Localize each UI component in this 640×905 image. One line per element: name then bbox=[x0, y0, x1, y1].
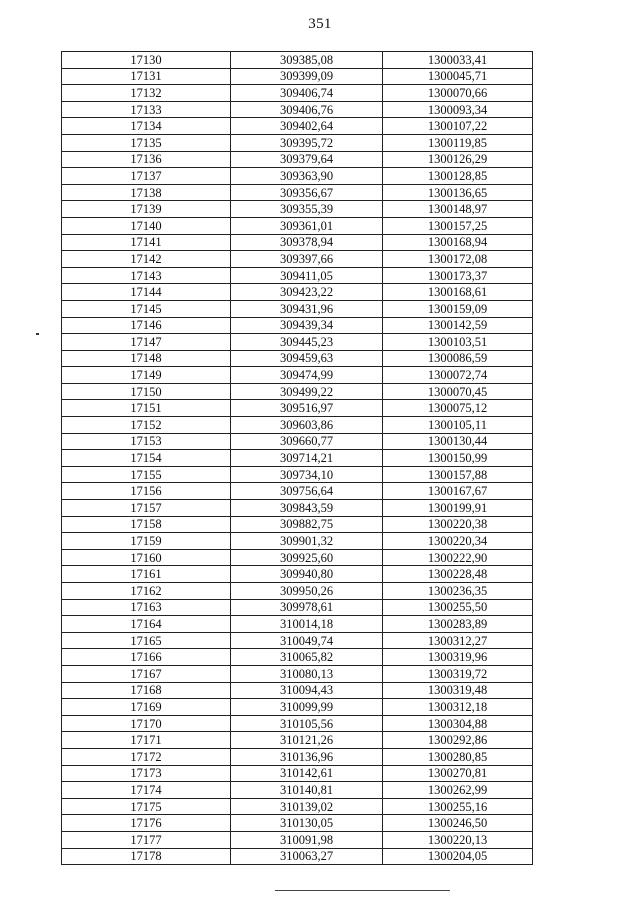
point-number-cell: 17165 bbox=[62, 632, 231, 649]
table-row bbox=[62, 168, 533, 185]
x-coordinate-cell: 309406,74 bbox=[231, 85, 383, 102]
x-coordinate-cell: 309734,10 bbox=[231, 466, 383, 483]
table-row bbox=[62, 201, 533, 218]
y-coordinate-cell: 1300220,34 bbox=[383, 533, 533, 550]
x-coordinate-cell: 309950,26 bbox=[231, 583, 383, 600]
table-row bbox=[62, 52, 533, 69]
y-coordinate-cell: 1300220,13 bbox=[383, 831, 533, 848]
y-coordinate-cell: 1300070,66 bbox=[383, 85, 533, 102]
y-coordinate-cell: 1300119,85 bbox=[383, 134, 533, 151]
point-number-cell: 17132 bbox=[62, 85, 231, 102]
x-coordinate-cell: 309355,39 bbox=[231, 201, 383, 218]
table-row bbox=[62, 500, 533, 517]
point-number-cell: 17152 bbox=[62, 417, 231, 434]
coordinates-table bbox=[61, 51, 533, 865]
point-number-cell: 17157 bbox=[62, 500, 231, 517]
table-row bbox=[62, 533, 533, 550]
y-coordinate-cell: 1300168,94 bbox=[383, 234, 533, 251]
point-number-cell: 17164 bbox=[62, 616, 231, 633]
x-coordinate-cell: 309459,63 bbox=[231, 350, 383, 367]
table-row bbox=[62, 599, 533, 616]
x-coordinate-cell: 309882,75 bbox=[231, 516, 383, 533]
table-row bbox=[62, 184, 533, 201]
y-coordinate-cell: 1300103,51 bbox=[383, 334, 533, 351]
x-coordinate-cell: 310099,99 bbox=[231, 699, 383, 716]
point-number-cell: 17149 bbox=[62, 367, 231, 384]
point-number-cell: 17133 bbox=[62, 101, 231, 118]
x-coordinate-cell: 309445,23 bbox=[231, 334, 383, 351]
y-coordinate-cell: 1300283,89 bbox=[383, 616, 533, 633]
y-coordinate-cell: 1300093,34 bbox=[383, 101, 533, 118]
x-coordinate-cell: 309940,80 bbox=[231, 566, 383, 583]
y-coordinate-cell: 1300199,91 bbox=[383, 500, 533, 517]
page-number: 351 bbox=[308, 16, 332, 32]
y-coordinate-cell: 1300159,09 bbox=[383, 300, 533, 317]
y-coordinate-cell: 1300220,38 bbox=[383, 516, 533, 533]
table-row bbox=[62, 284, 533, 301]
point-number-cell: 17134 bbox=[62, 118, 231, 135]
point-number-cell: 17136 bbox=[62, 151, 231, 168]
table-row bbox=[62, 234, 533, 251]
point-number-cell: 17171 bbox=[62, 732, 231, 749]
y-coordinate-cell: 1300292,86 bbox=[383, 732, 533, 749]
y-coordinate-cell: 1300319,48 bbox=[383, 682, 533, 699]
x-coordinate-cell: 310091,98 bbox=[231, 831, 383, 848]
x-coordinate-cell: 309406,76 bbox=[231, 101, 383, 118]
table-row bbox=[62, 417, 533, 434]
x-coordinate-cell: 309378,94 bbox=[231, 234, 383, 251]
y-coordinate-cell: 1300157,25 bbox=[383, 217, 533, 234]
y-coordinate-cell: 1300255,50 bbox=[383, 599, 533, 616]
x-coordinate-cell: 309516,97 bbox=[231, 400, 383, 417]
stray-mark bbox=[36, 333, 39, 335]
table-row bbox=[62, 699, 533, 716]
x-coordinate-cell: 309385,08 bbox=[231, 52, 383, 69]
table-row bbox=[62, 665, 533, 682]
point-number-cell: 17154 bbox=[62, 450, 231, 467]
x-coordinate-cell: 309397,66 bbox=[231, 251, 383, 268]
x-coordinate-cell: 309499,22 bbox=[231, 383, 383, 400]
x-coordinate-cell: 309978,61 bbox=[231, 599, 383, 616]
y-coordinate-cell: 1300167,67 bbox=[383, 483, 533, 500]
table-row bbox=[62, 466, 533, 483]
y-coordinate-cell: 1300262,99 bbox=[383, 782, 533, 799]
table-row bbox=[62, 85, 533, 102]
point-number-cell: 17146 bbox=[62, 317, 231, 334]
point-number-cell: 17161 bbox=[62, 566, 231, 583]
x-coordinate-cell: 309474,99 bbox=[231, 367, 383, 384]
y-coordinate-cell: 1300148,97 bbox=[383, 201, 533, 218]
point-number-cell: 17151 bbox=[62, 400, 231, 417]
x-coordinate-cell: 310142,61 bbox=[231, 765, 383, 782]
y-coordinate-cell: 1300319,96 bbox=[383, 649, 533, 666]
table-row bbox=[62, 217, 533, 234]
point-number-cell: 17177 bbox=[62, 831, 231, 848]
x-coordinate-cell: 309395,72 bbox=[231, 134, 383, 151]
table-row bbox=[62, 267, 533, 284]
table-row bbox=[62, 68, 533, 85]
y-coordinate-cell: 1300228,48 bbox=[383, 566, 533, 583]
x-coordinate-cell: 310139,02 bbox=[231, 798, 383, 815]
table-row bbox=[62, 831, 533, 848]
y-coordinate-cell: 1300312,18 bbox=[383, 699, 533, 716]
point-number-cell: 17162 bbox=[62, 583, 231, 600]
table-row bbox=[62, 118, 533, 135]
y-coordinate-cell: 1300270,81 bbox=[383, 765, 533, 782]
y-coordinate-cell: 1300280,85 bbox=[383, 748, 533, 765]
x-coordinate-cell: 310105,56 bbox=[231, 715, 383, 732]
point-number-cell: 17145 bbox=[62, 300, 231, 317]
table-row bbox=[62, 317, 533, 334]
x-coordinate-cell: 309660,77 bbox=[231, 433, 383, 450]
x-coordinate-cell: 309843,59 bbox=[231, 500, 383, 517]
point-number-cell: 17130 bbox=[62, 52, 231, 69]
table-row bbox=[62, 765, 533, 782]
y-coordinate-cell: 1300070,45 bbox=[383, 383, 533, 400]
x-coordinate-cell: 309439,34 bbox=[231, 317, 383, 334]
y-coordinate-cell: 1300086,59 bbox=[383, 350, 533, 367]
y-coordinate-cell: 1300107,22 bbox=[383, 118, 533, 135]
y-coordinate-cell: 1300312,27 bbox=[383, 632, 533, 649]
table-row bbox=[62, 549, 533, 566]
x-coordinate-cell: 309431,96 bbox=[231, 300, 383, 317]
x-coordinate-cell: 310080,13 bbox=[231, 665, 383, 682]
table-row bbox=[62, 566, 533, 583]
x-coordinate-cell: 309423,22 bbox=[231, 284, 383, 301]
coordinates-table-body bbox=[62, 52, 533, 865]
point-number-cell: 17158 bbox=[62, 516, 231, 533]
x-coordinate-cell: 309379,64 bbox=[231, 151, 383, 168]
y-coordinate-cell: 1300033,41 bbox=[383, 52, 533, 69]
point-number-cell: 17142 bbox=[62, 251, 231, 268]
y-coordinate-cell: 1300105,11 bbox=[383, 417, 533, 434]
point-number-cell: 17178 bbox=[62, 848, 231, 865]
table-row bbox=[62, 334, 533, 351]
y-coordinate-cell: 1300157,88 bbox=[383, 466, 533, 483]
y-coordinate-cell: 1300045,71 bbox=[383, 68, 533, 85]
point-number-cell: 17147 bbox=[62, 334, 231, 351]
x-coordinate-cell: 310140,81 bbox=[231, 782, 383, 799]
point-number-cell: 17172 bbox=[62, 748, 231, 765]
x-coordinate-cell: 310014,18 bbox=[231, 616, 383, 633]
point-number-cell: 17131 bbox=[62, 68, 231, 85]
y-coordinate-cell: 1300319,72 bbox=[383, 665, 533, 682]
y-coordinate-cell: 1300304,88 bbox=[383, 715, 533, 732]
y-coordinate-cell: 1300173,37 bbox=[383, 267, 533, 284]
y-coordinate-cell: 1300136,65 bbox=[383, 184, 533, 201]
x-coordinate-cell: 309901,32 bbox=[231, 533, 383, 550]
y-coordinate-cell: 1300255,16 bbox=[383, 798, 533, 815]
x-coordinate-cell: 310049,74 bbox=[231, 632, 383, 649]
table-row bbox=[62, 732, 533, 749]
point-number-cell: 17163 bbox=[62, 599, 231, 616]
point-number-cell: 17156 bbox=[62, 483, 231, 500]
table-row bbox=[62, 483, 533, 500]
table-row bbox=[62, 715, 533, 732]
point-number-cell: 17176 bbox=[62, 815, 231, 832]
x-coordinate-cell: 310063,27 bbox=[231, 848, 383, 865]
point-number-cell: 17150 bbox=[62, 383, 231, 400]
point-number-cell: 17166 bbox=[62, 649, 231, 666]
y-coordinate-cell: 1300072,74 bbox=[383, 367, 533, 384]
table-row bbox=[62, 383, 533, 400]
point-number-cell: 17138 bbox=[62, 184, 231, 201]
table-row bbox=[62, 300, 533, 317]
x-coordinate-cell: 309363,90 bbox=[231, 168, 383, 185]
point-number-cell: 17174 bbox=[62, 782, 231, 799]
point-number-cell: 17155 bbox=[62, 466, 231, 483]
table-row bbox=[62, 748, 533, 765]
point-number-cell: 17140 bbox=[62, 217, 231, 234]
x-coordinate-cell: 310130,05 bbox=[231, 815, 383, 832]
point-number-cell: 17139 bbox=[62, 201, 231, 218]
table-row bbox=[62, 815, 533, 832]
point-number-cell: 17168 bbox=[62, 682, 231, 699]
point-number-cell: 17148 bbox=[62, 350, 231, 367]
table-row bbox=[62, 433, 533, 450]
x-coordinate-cell: 309925,60 bbox=[231, 549, 383, 566]
table-row bbox=[62, 782, 533, 799]
y-coordinate-cell: 1300246,50 bbox=[383, 815, 533, 832]
y-coordinate-cell: 1300236,35 bbox=[383, 583, 533, 600]
x-coordinate-cell: 310136,96 bbox=[231, 748, 383, 765]
x-coordinate-cell: 309714,21 bbox=[231, 450, 383, 467]
table-row bbox=[62, 350, 533, 367]
x-coordinate-cell: 309756,64 bbox=[231, 483, 383, 500]
table-row bbox=[62, 516, 533, 533]
point-number-cell: 17137 bbox=[62, 168, 231, 185]
y-coordinate-cell: 1300130,44 bbox=[383, 433, 533, 450]
table-row bbox=[62, 367, 533, 384]
point-number-cell: 17143 bbox=[62, 267, 231, 284]
table-row bbox=[62, 632, 533, 649]
table-row bbox=[62, 616, 533, 633]
point-number-cell: 17135 bbox=[62, 134, 231, 151]
table-row bbox=[62, 583, 533, 600]
x-coordinate-cell: 309399,09 bbox=[231, 68, 383, 85]
table-row bbox=[62, 134, 533, 151]
table-row bbox=[62, 251, 533, 268]
x-coordinate-cell: 309402,64 bbox=[231, 118, 383, 135]
y-coordinate-cell: 1300128,85 bbox=[383, 168, 533, 185]
y-coordinate-cell: 1300222,90 bbox=[383, 549, 533, 566]
y-coordinate-cell: 1300142,59 bbox=[383, 317, 533, 334]
table-row bbox=[62, 848, 533, 865]
bottom-rule bbox=[275, 890, 450, 891]
y-coordinate-cell: 1300172,08 bbox=[383, 251, 533, 268]
x-coordinate-cell: 310065,82 bbox=[231, 649, 383, 666]
y-coordinate-cell: 1300150,99 bbox=[383, 450, 533, 467]
point-number-cell: 17167 bbox=[62, 665, 231, 682]
table-row bbox=[62, 682, 533, 699]
table-row bbox=[62, 450, 533, 467]
point-number-cell: 17170 bbox=[62, 715, 231, 732]
table-row bbox=[62, 101, 533, 118]
x-coordinate-cell: 309356,67 bbox=[231, 184, 383, 201]
point-number-cell: 17175 bbox=[62, 798, 231, 815]
x-coordinate-cell: 310121,26 bbox=[231, 732, 383, 749]
point-number-cell: 17141 bbox=[62, 234, 231, 251]
table-row bbox=[62, 798, 533, 815]
y-coordinate-cell: 1300168,61 bbox=[383, 284, 533, 301]
point-number-cell: 17144 bbox=[62, 284, 231, 301]
y-coordinate-cell: 1300204,05 bbox=[383, 848, 533, 865]
y-coordinate-cell: 1300075,12 bbox=[383, 400, 533, 417]
table-row bbox=[62, 649, 533, 666]
x-coordinate-cell: 310094,43 bbox=[231, 682, 383, 699]
point-number-cell: 17153 bbox=[62, 433, 231, 450]
point-number-cell: 17159 bbox=[62, 533, 231, 550]
x-coordinate-cell: 309411,05 bbox=[231, 267, 383, 284]
x-coordinate-cell: 309361,01 bbox=[231, 217, 383, 234]
y-coordinate-cell: 1300126,29 bbox=[383, 151, 533, 168]
x-coordinate-cell: 309603,86 bbox=[231, 417, 383, 434]
table-row bbox=[62, 400, 533, 417]
table-row bbox=[62, 151, 533, 168]
point-number-cell: 17173 bbox=[62, 765, 231, 782]
point-number-cell: 17169 bbox=[62, 699, 231, 716]
point-number-cell: 17160 bbox=[62, 549, 231, 566]
